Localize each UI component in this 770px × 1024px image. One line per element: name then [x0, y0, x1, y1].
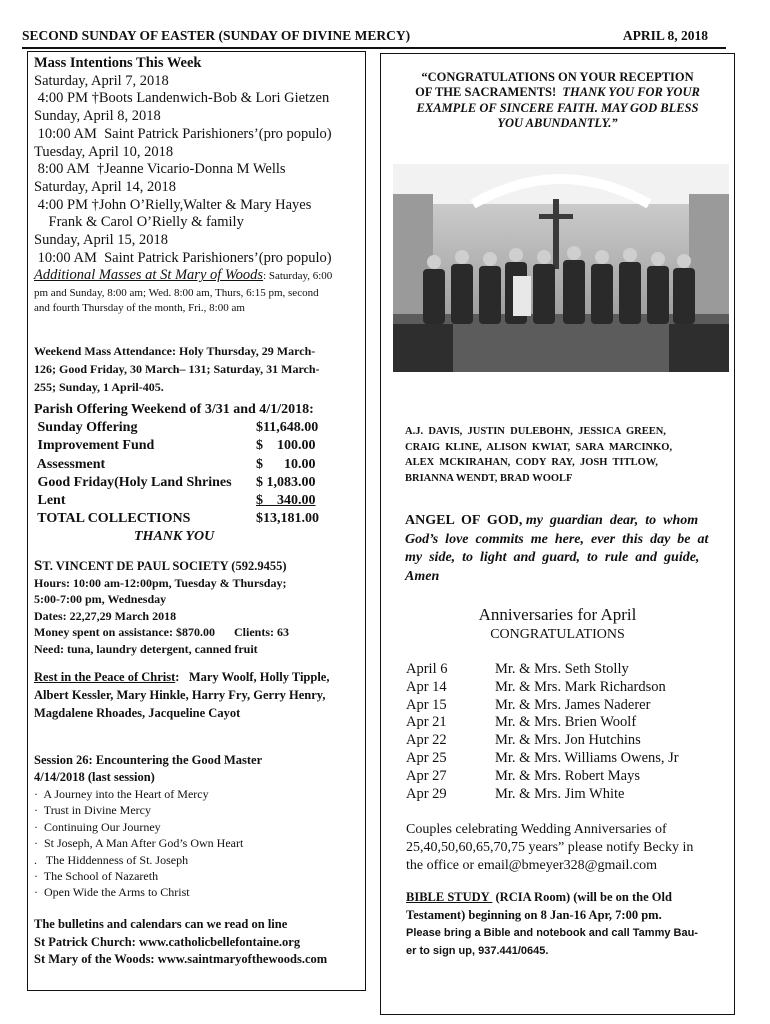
additional-masses-line: pm and Sunday, 8:00 am; Wed. 8:00 am, Thurs, 6:15 pm, second [34, 287, 319, 300]
mass-line: Tuesday, April 10, 2018 [34, 143, 174, 160]
session-item: · The School of Nazareth [34, 869, 159, 884]
online-link[interactable]: St Patrick Church: www.catholicbellefontaine.org [34, 934, 301, 949]
weekend-attendance [34, 342, 361, 396]
offering-row: Good Friday(Holy Land Shrines $ 1,083.00 [34, 474, 316, 490]
anniversary-row: Apr 14 Mr. & Mrs. Mark Richardson [406, 678, 666, 695]
mass-line: Saturday, April 14, 2018 [34, 178, 177, 195]
attendance-line: Weekend Mass Attendance: Holy Thursday, 29 March- [34, 344, 316, 358]
header-title: SECOND SUNDAY OF EASTER (SUNDAY OF DIVINE MERCY) [22, 28, 411, 43]
offering-row: Assessment $ 10.00 [34, 456, 316, 472]
confirmation-names: A.J. DAVIS, JUSTIN DULEBOHN, JESSICA GREEN, CRAIG KLINE, ALISON KWIAT, SARA MARCINKO, ALEX MCKIRAHAN, CODY RAY, JOSH TITLOW, BRIANNA WENDT, BRAD WOOLF [405, 426, 673, 484]
online-line: The bulletins and calendars can we read on line [34, 917, 288, 931]
mass-line: Saturday, April 7, 2018 [34, 72, 169, 89]
attendance-line: 126; Good Friday, 30 March– 131; Saturday, 31 March- [34, 362, 320, 376]
anniversaries-heading [381, 604, 734, 644]
session-item: · Trust in Divine Mercy [34, 803, 151, 818]
right-column [380, 53, 735, 1015]
rest-in-peace: Rest in the Peace of Christ: Mary Woolf, Holly Tipple, Albert Kessler, Mary Hinkle, Harry Fry, Gerry Henry, Magdalene Rhoades, Jacqueline Cayot [34, 668, 361, 722]
session-item: · Open Wide the Arms to Christ [34, 885, 190, 900]
additional-masses-label: Additional Masses at St Mary of Woods [34, 267, 264, 284]
mass-intentions-title: Mass Intentions This Week [34, 55, 202, 71]
offering-title: Parish Offering Weekend of 3/31 and 4/1/2018: [34, 402, 314, 417]
svdp-society [34, 557, 361, 657]
offering-row: Improvement Fund $ 100.00 [34, 438, 316, 454]
session-item: · Continuing Our Journey [34, 819, 161, 834]
svdp-hours: 5:00-7:00 pm, Wednesday [34, 592, 167, 607]
anniversary-row: Apr 27 Mr. & Mrs. Robert Mays [406, 767, 640, 784]
svdp-need: Need: tuna, laundry detergent, canned fruit [34, 641, 258, 656]
bible-study-label: BIBLE STUDY [406, 890, 493, 904]
mass-line: 10:00 AM Saint Patrick Parishioners’(pro populo) [34, 125, 332, 142]
office-email[interactable]: the office or email@bmeyer328@gmail.com [406, 858, 658, 873]
anniversary-row: April 6 Mr. & Mrs. Seth Stolly [406, 661, 629, 677]
mass-line: 8:00 AM †Jeanne Vicario-Donna M Wells [34, 161, 286, 178]
bible-study: BIBLE STUDY (RCIA Room) (will be on the Old Testament) beginning on 8 Jan-16 Apr, 7:00 pm. Please bring a Bible and notebook and call Tammy Bau- er to sign up, 937.441/0645. [406, 890, 698, 957]
mass-line: 10:00 AM Saint Patrick Parishioners’(pro populo) [34, 249, 332, 266]
anniversary-row: Apr 15 Mr. & Mrs. James Naderer [406, 696, 651, 713]
mass-line: Sunday, April 8, 2018 [34, 108, 161, 125]
anniversary-note: Couples celebrating Wedding Anniversaries of 25,40,50,60,65,70,75 years” please notify Becky in the office or email@bmeyer328@gmail.com [406, 821, 728, 875]
church-group-photo-illustration [393, 164, 729, 372]
mass-intentions [34, 55, 361, 316]
offering-row: Sunday Offering $11,648.00 [34, 420, 319, 436]
session-item: · A Journey into the Heart of Mercy [34, 787, 209, 801]
mass-line: Sunday, April 15, 2018 [34, 232, 168, 249]
congratulations-message: “CONGRATULATIONS ON YOUR RECEPTION OF THE SACRAMENTS! THANK YOU FOR YOUR EXAMPLE OF SINCERE FAITH. MAY GOD BLESS YOU ABUNDANTLY.” [415, 70, 700, 130]
header-date: APRIL 8, 2018 [622, 28, 708, 43]
anniversaries-subtitle: CONGRATULATIONS [490, 627, 625, 642]
svdp-title: ST. VINCENT DE PAUL SOCIETY (592.9455) [34, 558, 287, 574]
additional-masses [34, 267, 361, 286]
svdp-hours: Hours: 10:00 am-12:00pm, Tuesday & Thursday; [34, 576, 287, 590]
anniversaries-title: Anniversaries for April [478, 605, 637, 624]
session-item: . The Hiddenness of St. Joseph [34, 852, 189, 867]
additional-masses-line: : Saturday, 6:00 [263, 270, 333, 283]
mass-line: 4:00 PM †Boots Landenwich-Bob & Lori Gietzen [34, 90, 330, 107]
anniversary-row: Apr 22 Mr. & Mrs. Jon Hutchins [406, 732, 641, 749]
angel-of-god-prayer: ANGEL OF GOD, my guardian dear, to whom God’s love commits me here, ever this day be at my side, to light and guard, to rule and guide, Amen [405, 513, 709, 584]
left-column [27, 51, 366, 991]
rest-label: Rest in the Peace of Christ [34, 670, 176, 684]
group-photo [393, 164, 729, 372]
attendance-line: 255; Sunday, 1 April-405. [34, 380, 164, 394]
anniversary-row: Apr 25 Mr. & Mrs. Williams Owens, Jr [406, 749, 679, 766]
online-bulletins [34, 916, 361, 969]
mass-line: 4:00 PM †John O’Rielly,Walter & Mary Hayes [34, 196, 312, 213]
anniversary-row: Apr 21 Mr. & Mrs. Brien Woolf [406, 714, 637, 731]
offering-row: TOTAL COLLECTIONS $13,181.00 [34, 511, 319, 527]
rest-names: Albert Kessler, Mary Hinkle, Harry Fry, Gerry Henry, [34, 688, 326, 702]
online-link[interactable]: St Mary of the Woods: www.saintmaryofthewoods.com [34, 952, 328, 966]
anniversaries-list [406, 661, 730, 803]
offering-thanks: THANK YOU [134, 529, 215, 545]
rest-names: Magdalene Rhoades, Jacqueline Cayot [34, 706, 241, 720]
svdp-dates: Dates: 22,27,29 March 2018 [34, 608, 177, 623]
session-title: Session 26: Encountering the Good Master [34, 753, 263, 767]
parish-offering [34, 401, 361, 547]
session-item: · St Joseph, A Man After God’s Own Heart [34, 836, 244, 851]
header-rule [22, 47, 726, 49]
mass-line: Frank & Carol O’Rielly & family [34, 214, 244, 231]
offering-row: Lent $ 340.00 [34, 493, 316, 509]
session-26 [34, 752, 361, 901]
additional-masses-line: and fourth Thursday of the month, Fri., 8:00 am [34, 302, 245, 315]
svdp-money-row: Money spent on assistance: $870.00 Clients: 63 [34, 625, 289, 640]
session-subtitle: 4/14/2018 (last session) [34, 770, 155, 784]
anniversary-row: Apr 29 Mr. & Mrs. Jim White [406, 785, 625, 802]
